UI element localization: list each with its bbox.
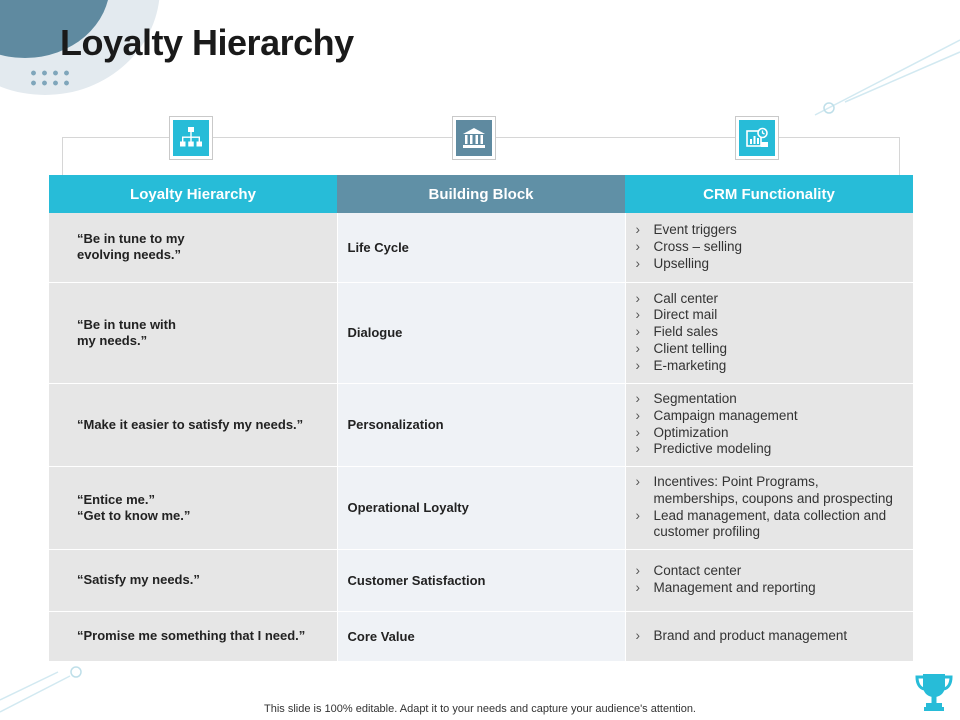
list-item <box>636 563 906 580</box>
customer-need-text: “Make it easier to satisfy my needs.” <box>77 416 304 432</box>
list-item-text: Cross – selling <box>653 238 743 254</box>
list-item <box>636 358 906 375</box>
crm-functionality-cell <box>625 282 913 383</box>
bank-building-icon <box>453 117 495 159</box>
crm-functionality-cell <box>625 213 913 282</box>
chevron-right-icon: › <box>635 290 640 306</box>
building-block-text: Life Cycle <box>347 239 409 255</box>
crm-functionality-cell <box>625 383 913 466</box>
crm-functionality-list <box>636 474 906 541</box>
list-item <box>636 256 906 273</box>
building-block-text: Dialogue <box>347 325 403 340</box>
building-block-cell <box>337 611 625 661</box>
building-block-cell <box>337 383 625 466</box>
list-item-text: Management and reporting <box>653 580 816 595</box>
customer-need-text: “Satisfy my needs.” <box>77 572 200 587</box>
table-row <box>49 549 913 611</box>
org-chart-icon <box>170 117 212 159</box>
chevron-right-icon: › <box>635 340 640 356</box>
customer-need-cell <box>49 549 337 611</box>
building-block-cell <box>337 549 625 611</box>
column-header-crm-functionality: CRM Functionality <box>625 175 913 213</box>
list-item-text: Incentives: Point Programs, memberships, coupons and prospecting <box>653 473 893 506</box>
column-header-building-block: Building Block <box>337 175 625 213</box>
list-item <box>636 580 906 597</box>
crm-functionality-list <box>636 628 906 645</box>
list-item-text: Upselling <box>653 255 710 271</box>
crm-functionality-list <box>636 391 906 458</box>
chevron-right-icon: › <box>635 324 640 340</box>
list-item <box>636 341 906 358</box>
list-item <box>636 474 906 508</box>
building-block-cell <box>337 213 625 282</box>
footer-note: This slide is 100% editable. Adapt it to your needs and capture your audience's attention. <box>264 703 696 715</box>
crm-functionality-cell <box>625 611 913 661</box>
list-item <box>636 291 906 308</box>
chevron-right-icon: › <box>635 441 640 457</box>
table-row <box>49 466 913 549</box>
building-block-cell <box>337 466 625 549</box>
customer-need-text: “Be in tune with my needs.” <box>77 316 176 348</box>
customer-need-cell <box>49 213 337 282</box>
chevron-right-icon: › <box>635 627 640 643</box>
table-row <box>49 282 913 383</box>
list-item-text: E-marketing <box>653 357 727 373</box>
chevron-right-icon: › <box>635 407 640 423</box>
chevron-right-icon: › <box>635 255 640 271</box>
chevron-right-icon: › <box>635 307 640 323</box>
chevron-right-icon: › <box>635 473 640 489</box>
page-title: Loyalty Hierarchy <box>60 22 354 63</box>
building-block-text: Personalization <box>347 417 444 432</box>
list-item-text: Call center <box>653 290 719 306</box>
list-item-text: Campaign management <box>653 407 798 423</box>
customer-need-cell <box>49 611 337 661</box>
customer-need-cell <box>49 466 337 549</box>
building-block-text: Customer Satisfaction <box>347 572 486 588</box>
customer-need-cell <box>49 282 337 383</box>
table-row <box>49 383 913 466</box>
list-item-text: Contact center <box>653 563 742 579</box>
crm-functionality-cell <box>625 549 913 611</box>
list-item-text: Predictive modeling <box>653 441 772 457</box>
list-item <box>636 425 906 442</box>
table-header-row <box>49 175 913 213</box>
list-item <box>636 239 906 256</box>
list-item-text: Optimization <box>653 424 729 440</box>
crm-functionality-list <box>636 563 906 597</box>
building-block-cell <box>337 282 625 383</box>
list-item-text: Event triggers <box>653 222 737 238</box>
building-block-text: Operational Loyalty <box>347 500 469 515</box>
chevron-right-icon: › <box>635 222 640 238</box>
list-item <box>636 307 906 324</box>
customer-need-text: “Promise me something that I need.” <box>77 628 306 643</box>
decorative-dot-grid <box>28 68 74 90</box>
list-item-text: Direct mail <box>653 307 718 323</box>
list-item <box>636 408 906 425</box>
list-item-text: Field sales <box>653 324 719 340</box>
crm-functionality-list <box>636 222 906 272</box>
customer-need-text: “Be in tune to my evolving needs.” <box>77 231 185 263</box>
list-item <box>636 508 906 542</box>
list-item <box>636 441 906 458</box>
crm-functionality-list <box>636 291 906 375</box>
customer-need-text: “Entice me.” “Get to know me.” <box>77 491 191 523</box>
chevron-right-icon: › <box>635 238 640 254</box>
list-item-text: Brand and product management <box>653 627 848 643</box>
crm-functionality-cell <box>625 466 913 549</box>
column-header-loyalty-hierarchy: Loyalty Hierarchy <box>49 175 337 213</box>
chevron-right-icon: › <box>635 357 640 373</box>
list-item-text: Lead management, data collection and customer profiling <box>653 507 887 540</box>
trophy-icon <box>912 670 956 714</box>
chevron-right-icon: › <box>635 390 640 406</box>
list-item-text: Client telling <box>653 340 728 356</box>
building-block-text: Core Value <box>347 628 415 644</box>
list-item <box>636 628 906 645</box>
chevron-right-icon: › <box>635 424 640 440</box>
crm-analytics-icon <box>736 117 778 159</box>
chevron-right-icon: › <box>635 507 640 523</box>
customer-need-cell <box>49 383 337 466</box>
table-row <box>49 611 913 661</box>
list-item <box>636 222 906 239</box>
chevron-right-icon: › <box>635 580 640 595</box>
list-item-text: Segmentation <box>653 390 737 406</box>
list-item <box>636 391 906 408</box>
loyalty-hierarchy-table <box>49 175 913 662</box>
chevron-right-icon: › <box>635 563 640 579</box>
list-item <box>636 324 906 341</box>
table-row <box>49 213 913 282</box>
